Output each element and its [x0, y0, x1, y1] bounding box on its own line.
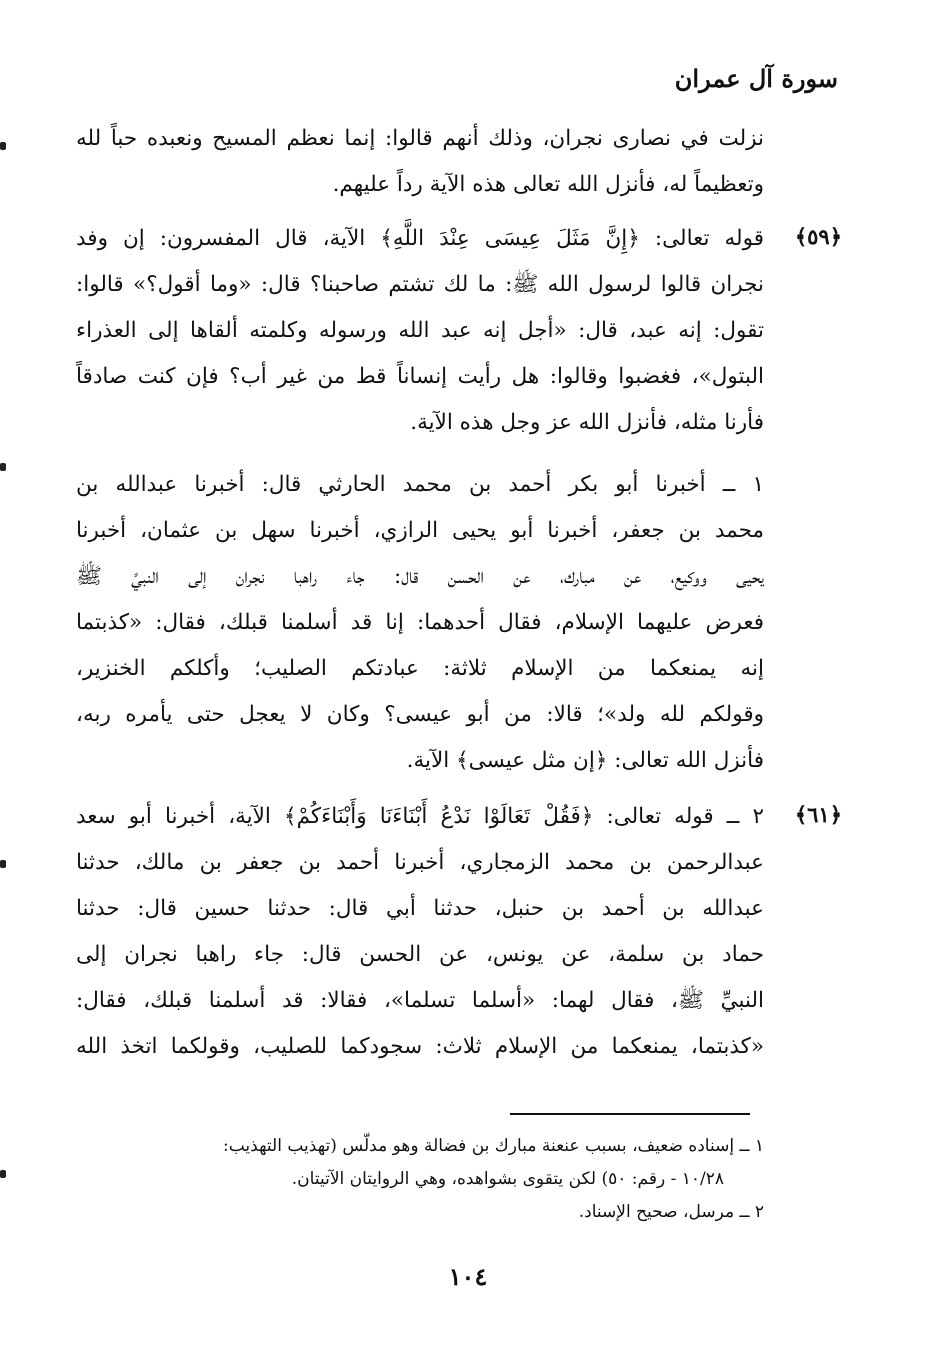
text-line: ٢ ــ قوله تعالى: ﴿فَقُلْ تَعَالَوْا نَدْعُ أَبْنَاءَنَا وَأَبْنَاءَكُمْ﴾ الآية، أخبرنا أبو سعد — [76, 804, 764, 829]
text-line: عبدالله بن أحمد بن حنبل، حدثنا أبي قال: حدثنا حسين قال: حدثنا — [76, 896, 764, 921]
footnote-1: ١ ــ إسناده ضعيف، بسبب عنعنة مبارك بن فضالة وهو مدلّس (تهذيب التهذيب: — [223, 1136, 764, 1156]
verse-marker-61: ﴿٦١﴾ — [794, 802, 842, 827]
footnote-2: ٢ ــ مرسل، صحيح الإسناد. — [578, 1202, 764, 1222]
text-line: «كذبتما، يمنعكما من الإسلام ثلاث: سجودكما للصليب، وقولكما اتخذ الله — [76, 1034, 764, 1059]
footnotes — [84, 1130, 764, 1229]
text-line: حماد بن سلمة، عن يونس، عن الحسن قال: جاء راهبا نجران إلى — [76, 942, 764, 967]
text-line: النبيِّ ﷺ، فقال لهما: «أسلما تسلما»، فقالا: قد أسلمنا قبلك، فقال: — [76, 988, 764, 1013]
text-line: البتول»، فغضبوا وقالوا: هل رأيت إنساناً قط من غير أب؟ فإن كنت صادقاً — [76, 364, 764, 389]
text-line: نجران قالوا لرسول الله ﷺ: ما لك تشتم صاحبنا؟ قال: «وما أقول؟» قالوا: — [76, 272, 764, 297]
text-line: عبدالرحمن بن محمد الزمجاري، أخبرنا أحمد بن جعفر بن مالك، حدثنا — [76, 850, 764, 875]
scan-mark — [0, 860, 6, 868]
text-line: فعرض عليهما الإسلام، فقال أحدهما: إنا قد أسلمنا قبلك، فقال: «كذبتما — [76, 610, 764, 635]
verse-marker-59: ﴿٥٩﴾ — [794, 224, 842, 249]
text-line: إنه يمنعكما من الإسلام ثلاثة: عبادتكم الصليب؛ وأكلكم الخنزير، — [76, 656, 764, 681]
paragraph-hadith-2 — [76, 794, 764, 1070]
text-line: محمد بن جعفر، أخبرنا أبو يحيى الرازي، أخبرنا سهل بن عثمان، أخبرنا — [76, 518, 764, 543]
paragraph-intro — [76, 116, 764, 208]
text-line: ١ ــ أخبرنا أبو بكر أحمد بن محمد الحارثي قال: أخبرنا عبدالله بن — [76, 472, 764, 497]
text-line: تقول: إنه عبد، قال: «أجل إنه عبد الله ورسوله وكلمته ألقاها إلى العذراء — [76, 318, 764, 343]
text-line: نزلت في نصارى نجران، وذلك أنهم قالوا: إنما نعظم المسيح ونعبده حباً لله — [76, 126, 764, 151]
text-line: يحيى ووكيع، عن مبارك، عن الحسن قال: جاء راهبا نجران إلى النبيِّ ﷺ — [76, 564, 764, 589]
scan-mark — [0, 1170, 6, 1178]
footnote-divider — [510, 1113, 750, 1115]
paragraph-hadith-1 — [76, 462, 764, 784]
text-line: وتعظيماً له، فأنزل الله تعالى هذه الآية رداً عليهم. — [332, 172, 764, 197]
page-header-surah-title: سورة آل عمران — [674, 64, 838, 93]
text-line: فأرنا مثله، فأنزل الله عز وجل هذه الآية. — [410, 410, 764, 435]
text-line: وقولكم لله ولد»؛ قالا: من أبو عيسى؟ وكان لا يعجل حتى يأمره ربه، — [76, 702, 764, 727]
paragraph-verse-59 — [76, 216, 764, 446]
text-line: فأنزل الله تعالى: ﴿إن مثل عيسى﴾ الآية. — [406, 748, 764, 773]
scan-mark — [0, 463, 6, 471]
scan-mark — [0, 142, 6, 150]
page-number: ١٠٤ — [448, 1262, 488, 1291]
footnote-1-continued: ١٠/٢٨ - رقم: ٥٠) لكن يتقوى بشواهده، وهي الروايتان الآتيتان. — [291, 1169, 724, 1189]
text-line: قوله تعالى: ﴿إِنَّ مَثَلَ عِيسَى عِنْدَ اللَّهِ﴾ الآية، قال المفسرون: إن وفد — [76, 226, 764, 251]
